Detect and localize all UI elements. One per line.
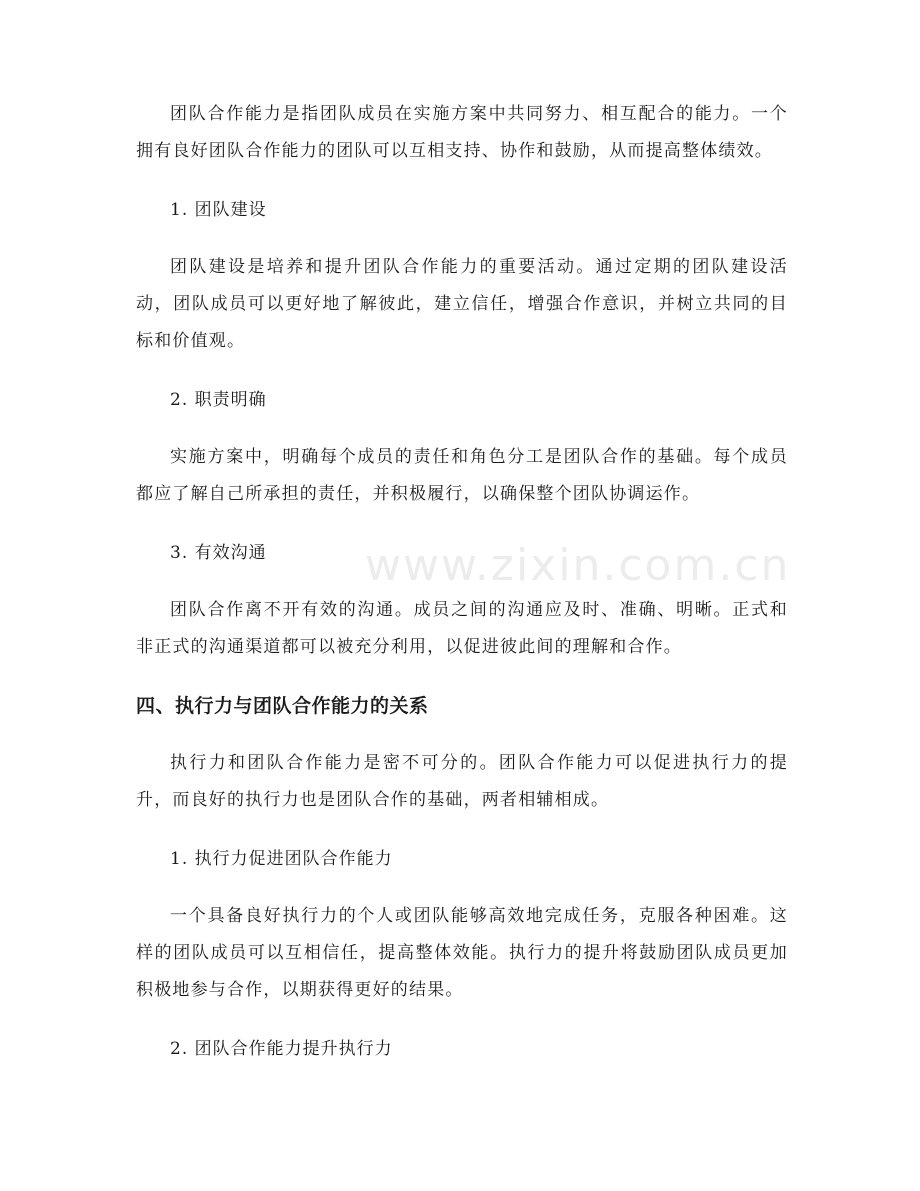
watermark-text: www.zixin.com.cn: [365, 540, 791, 591]
section-4-item-1-title: 1. 执行力促进团队合作能力: [170, 849, 393, 869]
item-1-title: 1. 团队建设: [170, 200, 267, 220]
section-4-intro: 执行力和团队合作能力是密不可分的。团队合作能力可以促进执行力的提升，而良好的执行力也是团队合作的基础，两者相辅相成。: [136, 753, 788, 810]
section-4-heading: 四、执行力与团队合作能力的关系: [136, 695, 429, 717]
section-4-item-1-body: 一个具备良好执行力的个人或团队能够高效地完成任务，克服各种困难。这样的团队成员可以互相信任，提高整体效能。执行力的提升将鼓励团队成员更加积极地参与合作，以期获得更好的结果。: [136, 906, 788, 1000]
intro-paragraph: 团队合作能力是指团队成员在实施方案中共同努力、相互配合的能力。一个拥有良好团队合作能力的团队可以互相支持、协作和鼓励，从而提高整体绩效。: [136, 104, 788, 161]
item-2-title: 2. 职责明确: [170, 390, 267, 410]
item-3-title: 3. 有效沟通: [170, 543, 267, 563]
item-3-body: 团队合作离不开有效的沟通。成员之间的沟通应及时、准确、明晰。正式和非正式的沟通渠道都可以被充分利用，以促进彼此间的理解和合作。: [136, 600, 788, 657]
document-content: [136, 96, 791, 1088]
item-2-body: 实施方案中，明确每个成员的责任和角色分工是团队合作的基础。每个成员都应了解自己所承担的责任，并积极履行，以确保整个团队协调运作。: [136, 447, 788, 504]
item-1-body: 团队建设是培养和提升团队合作能力的重要活动。通过定期的团队建设活动，团队成员可以更好地了解彼此，建立信任，增强合作意识，并树立共同的目标和价值观。: [136, 257, 788, 351]
section-4-item-2-title: 2. 团队合作能力提升执行力: [170, 1039, 393, 1059]
